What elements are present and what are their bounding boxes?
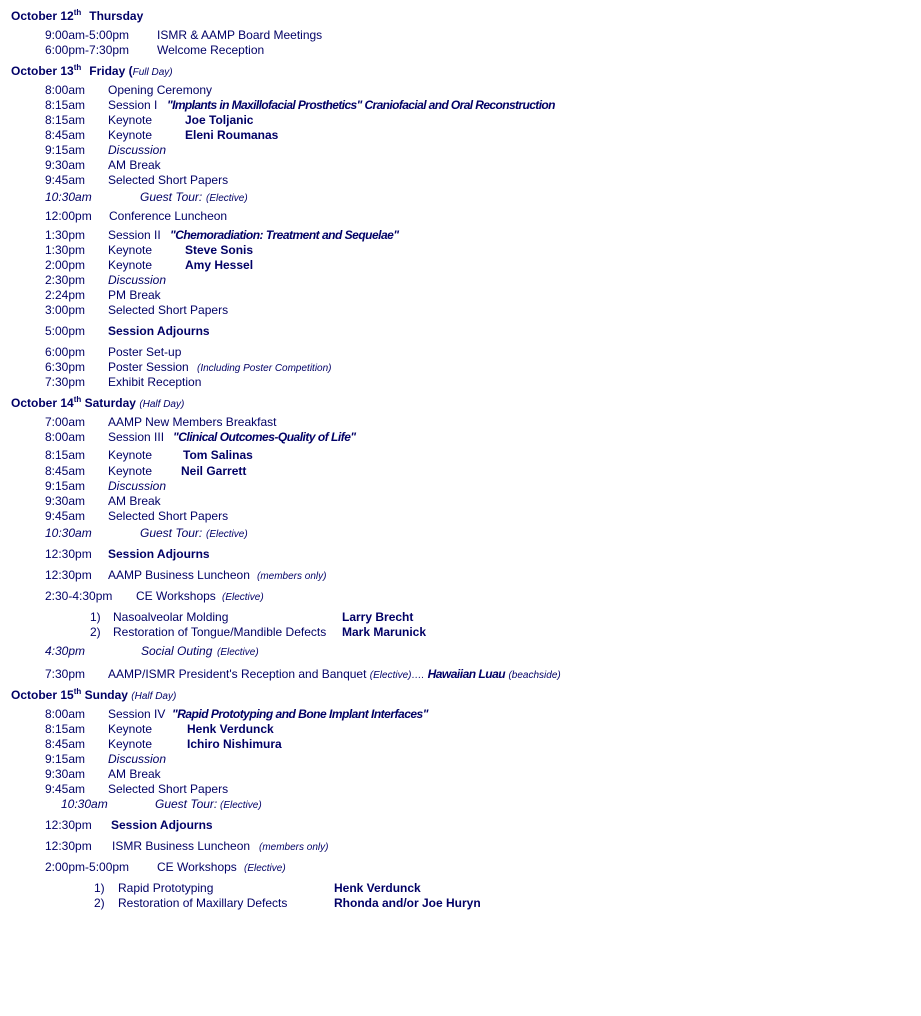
session-title: "Rapid Prototyping and Bone Implant Interfaces" [172,707,428,721]
row-time: 8:45am [45,737,86,751]
row-desc: Keynote [108,737,153,751]
speaker-name: Amy Hessel [185,258,254,272]
row-time: 8:15am [45,722,86,736]
row-desc: Keynote [108,113,153,127]
row-desc: Keynote [108,722,153,736]
row-desc: Guest Tour: [140,190,203,204]
day-name: Friday ( [89,64,133,78]
row-time: 9:15am [45,752,86,766]
row-desc: Exhibit Reception [108,375,202,389]
row-time: 8:00am [45,83,86,97]
session-title: "Implants in Maxillofacial Prosthetics" Craniofacial and Oral Reconstruction [167,98,555,112]
day-suffix: th [73,8,82,17]
row-time: 7:30pm [45,375,86,389]
row-note: (Elective) [222,592,264,603]
row-time: 7:00am [45,415,86,429]
row-time: 6:00pm [45,345,86,359]
row-note: (Elective) [217,647,259,658]
row-desc: Session IV [108,707,166,721]
row-desc: AM Break [108,767,161,781]
row-desc: Keynote [108,448,153,462]
row-desc: PM Break [108,288,161,302]
row-desc [108,667,561,683]
workshop-number: 2) [94,896,105,910]
speaker-name: Ichiro Nishimura [187,737,282,751]
row-time: 6:30pm [45,360,86,374]
row-time: 9:00am-5:00pm [45,28,130,42]
row-time: 10:30am [61,797,108,811]
row-time: 9:45am [45,782,86,796]
row-desc: ISMR & AAMP Board Meetings [157,28,323,42]
workshop-title: Restoration of Tongue/Mandible Defects [113,625,327,639]
row-desc: Session III [108,430,165,444]
row-desc: Selected Short Papers [108,173,229,187]
row-desc: CE Workshops [136,589,216,603]
row-desc: AM Break [108,494,161,508]
row-time: 7:30pm [45,667,86,681]
row-time: 8:00am [45,707,86,721]
row-time: 9:30am [45,158,86,172]
row-time: 12:30pm [45,547,92,561]
row-time: 12:00pm [45,209,92,223]
row-desc: Opening Ceremony [108,83,213,97]
day-note: (Half Day) [131,691,177,702]
row-time: 8:45am [45,128,86,142]
day-date: October 15 [11,688,74,702]
row-desc: ISMR Business Luncheon [112,839,251,853]
speaker-name: Joe Toljanic [185,113,254,127]
day-name: Saturday [84,396,136,410]
row-time: 5:00pm [45,324,86,338]
row-time: 9:30am [45,767,86,781]
row-note: (Elective) [206,193,248,204]
event-note: (Elective)…. [369,670,425,681]
workshop-title: Rapid Prototyping [118,881,214,895]
row-desc: Guest Tour: [155,797,218,811]
workshop-speaker: Mark Marunick [342,625,427,639]
day-suffix: th [73,63,82,72]
row-desc: Keynote [108,258,153,272]
day-heading-oct15 [11,688,176,704]
row-desc: Discussion [108,752,167,766]
row-time: 9:45am [45,173,86,187]
day-heading-oct12 [11,9,143,24]
workshop-number: 1) [90,610,101,624]
row-desc: AM Break [108,158,161,172]
row-time: 2:30-4:30pm [45,589,113,603]
row-desc: Keynote [108,464,153,478]
row-time: 2:00pm [45,258,86,272]
row-time: 8:15am [45,98,86,112]
row-desc: Discussion [108,143,167,157]
row-desc: Selected Short Papers [108,782,229,796]
speaker-name: Steve Sonis [185,243,254,257]
row-desc: Social Outing [141,644,213,658]
row-time: 4:30pm [45,644,86,658]
row-note: (Elective) [206,529,248,540]
session-title: "Chemoradiation: Treatment and Sequelae" [170,228,399,242]
day-heading-oct14 [11,396,184,412]
row-time: 9:45am [45,509,86,523]
day-date: October 12 [11,9,74,23]
row-note: (members only) [257,571,327,582]
row-time: 10:30am [45,526,92,540]
row-time: 8:00am [45,430,86,444]
row-desc: Discussion [108,479,167,493]
row-desc: AAMP Business Luncheon [108,568,250,582]
row-time: 6:00pm-7:30pm [45,43,130,57]
workshop-title: Nasoalveolar Molding [113,610,229,624]
row-desc: Poster Session [108,360,189,374]
day-date: October 14 [11,396,74,410]
workshop-speaker: Rhonda and/or Joe Huryn [334,896,481,910]
row-desc: Guest Tour: [140,526,203,540]
event-highlight: Hawaiian Luau [427,667,506,681]
row-note: (members only) [259,842,329,853]
row-time: 12:30pm [45,568,92,582]
day-name: Thursday [89,9,144,23]
row-time: 2:00pm-5:00pm [45,860,130,874]
row-note: (Elective) [244,863,286,874]
session-title: "Clinical Outcomes-Quality of Life" [173,430,356,444]
day-note: (Half Day) [139,399,185,410]
row-note: (Elective) [220,800,262,811]
workshop-speaker: Henk Verdunck [334,881,421,895]
row-desc: Session Adjourns [108,547,210,561]
workshop-title: Restoration of Maxillary Defects [118,896,288,910]
row-desc: Session I [108,98,158,112]
row-time: 1:30pm [45,243,86,257]
speaker-name: Tom Salinas [183,448,253,462]
row-desc: Selected Short Papers [108,509,229,523]
row-desc: Keynote [108,128,153,142]
row-desc: Keynote [108,243,153,257]
row-note: (Including Poster Competition) [197,363,332,374]
day-suffix: th [73,395,82,404]
event-name: AAMP/ISMR President's Reception and Banquet [108,667,367,681]
row-desc: Session II [108,228,161,242]
day-heading-oct13 [11,64,173,80]
row-time: 3:00pm [45,303,86,317]
day-suffix: th [73,687,82,696]
workshop-number: 1) [94,881,105,895]
row-time: 9:15am [45,143,86,157]
event-location: (beachside) [508,670,561,681]
row-time: 9:15am [45,479,86,493]
workshop-number: 2) [90,625,101,639]
row-time: 8:45am [45,464,86,478]
row-desc: AAMP New Members Breakfast [108,415,277,429]
workshop-speaker: Larry Brecht [342,610,414,624]
row-desc: CE Workshops [157,860,237,874]
day-note: Full Day) [132,67,173,78]
row-desc: Session Adjourns [111,818,213,832]
speaker-name: Neil Garrett [181,464,247,478]
row-desc: Session Adjourns [108,324,210,338]
row-time: 1:30pm [45,228,86,242]
day-name: Sunday [84,688,128,702]
row-time: 12:30pm [45,818,92,832]
row-time: 10:30am [45,190,92,204]
row-time: 2:30pm [45,273,86,287]
speaker-name: Henk Verdunck [187,722,274,736]
row-time: 2:24pm [45,288,86,302]
row-time: 9:30am [45,494,86,508]
row-time: 8:15am [45,113,86,127]
row-desc: Discussion [108,273,167,287]
speaker-name: Eleni Roumanas [185,128,279,142]
day-date: October 13 [11,64,74,78]
row-time: 8:15am [45,448,86,462]
row-desc: Poster Set-up [108,345,182,359]
row-desc: Conference Luncheon [109,209,228,223]
row-desc: Selected Short Papers [108,303,229,317]
row-desc: Welcome Reception [157,43,265,57]
row-time: 12:30pm [45,839,92,853]
